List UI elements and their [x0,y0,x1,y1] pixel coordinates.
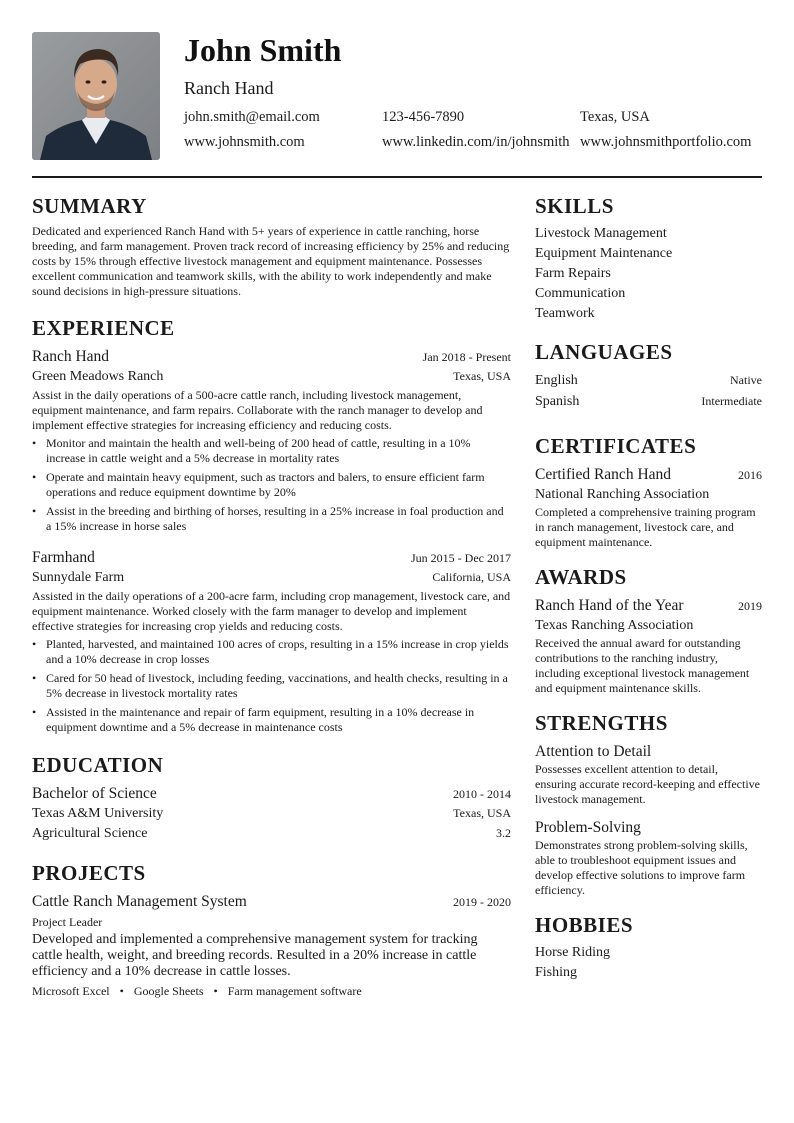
job-location: Texas, USA [453,369,511,383]
skills-section [535,193,762,324]
certificate-year: 2016 [738,468,762,482]
project-dates: 2019 - 2020 [453,895,511,909]
section-heading: EDUCATION [32,753,164,777]
award-issuer: Texas Ranching Association [535,618,694,633]
contact-linkedin[interactable]: www.linkedin.com/in/johnsmith [382,134,570,150]
job-company: Green Meadows Ranch [32,369,164,384]
section-heading: SKILLS [535,194,614,218]
award-year: 2019 [738,599,762,613]
certificate-description: Completed a comprehensive training program in ranch management, livestock care, and equipment maintenance. [535,505,756,549]
job-description: Assisted in the daily operations of a 200-acre farm, including crop management, livestock care, and equipment maintenance. Worked closely with the farm manager to develop and implement effective strategies for increasing crop yields and reducing costs. [32,589,511,633]
job-title: Farmhand [32,549,95,566]
project-description: Developed and implemented a comprehensive management system for tracking cattle health, weight, and breeding records. Resulted in a 20% increase in cattle efficiency and a 10% decrease in cattle losses. [32,932,478,979]
job-bullets [32,436,511,534]
project-role: Project Leader [32,915,103,929]
tool-tag: Google Sheets [133,984,204,998]
education-degree: Bachelor of Science [32,785,157,802]
language-row [535,370,762,391]
skill-item: Communication [535,286,626,301]
language-level: Intermediate [701,394,762,408]
job-entry [32,346,511,534]
section-heading: CERTIFICATES [535,434,697,458]
skill-item: Farm Repairs [535,266,611,281]
award-description: Received the annual award for outstanding contributions to the ranching industry, including exceptional livestock management and equipment maintenance skills. [535,636,750,695]
section-heading: HOBBIES [535,913,634,937]
skill-item: Livestock Management [535,226,667,241]
candidate-title: Ranch Hand [184,78,274,98]
job-bullets [32,637,511,735]
section-heading: SUMMARY [32,194,147,218]
education-gpa: 3.2 [496,826,511,840]
hobby-item: Fishing [535,965,578,980]
job-title: Ranch Hand [32,348,110,365]
education-school: Texas A&M University [32,806,164,821]
language-level: Native [730,373,762,387]
section-heading: EXPERIENCE [32,316,175,340]
education-location: Texas, USA [453,806,511,820]
hobby-item: Horse Riding [535,945,611,960]
education-dates: 2010 - 2014 [453,787,511,801]
job-dates: Jun 2015 - Dec 2017 [411,551,511,565]
right-column [535,193,762,983]
list-item: • Monitor and maintain the health and well-being of 200 head of cattle, resulting in a 10% increase in cattle weight and a 5% decrease in mortality rates [32,436,511,466]
skill-item: Teamwork [535,306,595,321]
experience-section [32,315,511,735]
strength-title: Attention to Detail [535,743,652,760]
section-heading: PROJECTS [32,861,146,885]
certificate-issuer: National Ranching Association [535,487,710,502]
summary-text: Dedicated and experienced Ranch Hand with 5+ years of experience in cattle ranching, horse breeding, and farm management. Proven track record of increasing efficiency by 25% and reducing costs by 15% through effective livestock management and equipment maintenance. Possesses excellent communication and teamwork skills, with the ability to work independently and make sound decisions in high-pressure situations. [32,224,510,298]
job-location: California, USA [432,570,511,584]
job-entry [32,547,511,735]
strength-description: Possesses excellent attention to detail, ensuring accurate record-keeping and effective livestock management. [535,762,760,806]
award-title: Ranch Hand of the Year [535,597,684,614]
certificates-section [535,433,762,550]
strength-description: Demonstrates strong problem-solving skills, able to troubleshoot equipment issues and develop effective solutions to improve farm efficiency. [535,838,748,897]
job-dates: Jan 2018 - Present [422,350,511,364]
project-tools [32,984,511,999]
profile-photo [32,32,160,160]
contact-location: Texas, USA [580,109,650,125]
contact-website[interactable]: www.johnsmith.com [184,134,305,150]
list-item: • Cared for 50 head of livestock, including feeding, vaccinations, and health checks, resulting in a 5% decrease in livestock mortality rates [32,671,511,701]
language-name: English [535,373,578,388]
left-column [32,193,511,999]
job-description: Assist in the daily operations of a 500-acre cattle ranch, including livestock management, equipment maintenance, and farm repairs. Collaborate with the ranch manager to develop and implement effective strategies for increasing efficiency and reducing costs. [32,388,483,432]
resume-header [32,32,762,160]
project-title: Cattle Ranch Management System [32,893,247,910]
skill-item: Equipment Maintenance [535,246,673,261]
projects-section [32,860,511,999]
education-field: Agricultural Science [32,826,148,841]
list-item: • Assist in the breeding and birthing of horses, resulting in a 25% increase in foal production and a 15% increase in horse sales [32,504,511,534]
list-item: • Planted, harvested, and maintained 100 acres of crops, resulting in a 15% increase in crop yields and a 10% decrease in crop losses [32,637,511,667]
section-heading: LANGUAGES [535,340,673,364]
languages-section [535,339,762,412]
section-heading: STRENGTHS [535,711,668,735]
list-item: • Operate and maintain heavy equipment, such as tractors and balers, to ensure efficient farm operations and reduce equipment downtime by 20% [32,470,511,500]
tool-separator: • [119,984,124,998]
education-section [32,752,511,844]
summary-section [32,193,511,299]
profile-photo-illustration [32,32,160,160]
hobbies-section [535,912,762,983]
strength-title: Problem-Solving [535,819,641,836]
section-heading: AWARDS [535,565,627,589]
tool-tag: Farm management software [227,984,362,998]
certificate-title: Certified Ranch Hand [535,466,672,483]
job-company: Sunnydale Farm [32,570,125,585]
candidate-name: John Smith [184,32,342,68]
strengths-section [535,710,762,898]
contact-phone[interactable]: 123-456-7890 [382,109,465,125]
header-divider [32,176,762,178]
contact-email[interactable]: john.smith@email.com [184,109,320,125]
list-item: • Assisted in the maintenance and repair of farm equipment, resulting in a 10% decrease in equipment downtime and a 5% decrease in maintenance costs [32,705,511,735]
tool-tag: Microsoft Excel [32,984,110,998]
language-row [535,391,762,412]
tool-separator: • [213,984,218,998]
contact-portfolio[interactable]: www.johnsmithportfolio.com [580,134,752,150]
language-name: Spanish [535,394,580,409]
awards-section [535,564,762,696]
